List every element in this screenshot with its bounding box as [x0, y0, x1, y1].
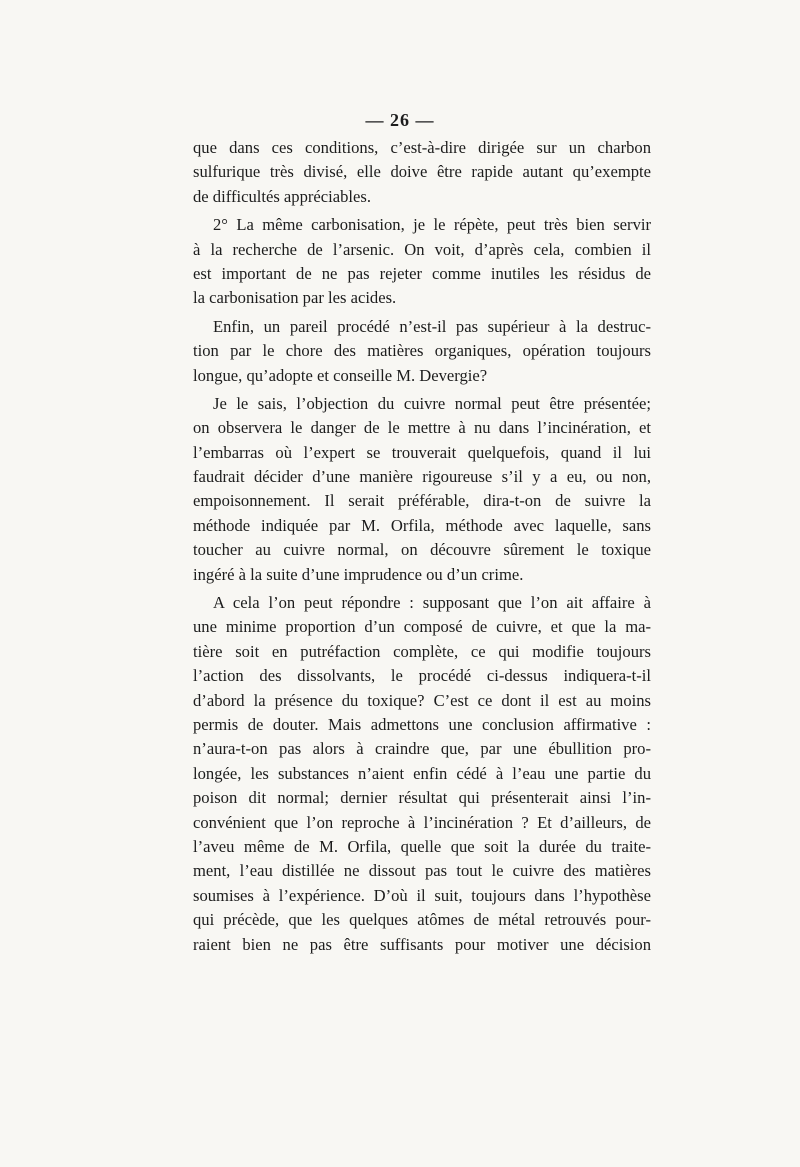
text-line: Je le sais, l’objection du cuivre normal peut être présentée; [213, 393, 651, 413]
text-line: d’abord la présence du toxique? C’est ce dont il est au moins [193, 690, 651, 710]
text-line: empoisonnement. Il serait préférable, dira-t-on de suivre la [193, 491, 651, 511]
text-line: n’aura-t-on pas alors à craindre que, par une ébullition pro- [193, 739, 651, 759]
text-body [193, 136, 651, 961]
text-line: longée, les substances n’aient enfin cédé à l’eau une partie du [193, 763, 651, 783]
paragraph-5 [193, 591, 651, 957]
text-line: A cela l’on peut répondre : supposant que l’on ait affaire à [213, 593, 651, 613]
page-number: — 26 — [365, 110, 435, 130]
text-line: Enfin, un pareil procédé n’est-il pas supérieur à la destruc- [213, 316, 651, 336]
text-line: poison dit normal; dernier résultat qui présenterait ainsi l’in- [193, 788, 651, 808]
paragraph-2 [193, 213, 651, 311]
paragraph-3 [193, 315, 651, 388]
text-line: 2° La même carbonisation, je le répète, peut très bien servir [213, 215, 651, 235]
text-line: soumises à l’expérience. D’où il suit, toujours dans l’hypothèse [193, 885, 651, 905]
text-line: qui précède, que les quelques atômes de métal retrouvés pour- [193, 910, 651, 930]
text-line: tière soit en putréfaction complète, ce qui modifie toujours [193, 641, 651, 661]
text-line: l’action des dissolvants, le procédé ci-dessus indiquera-t-il [193, 666, 651, 686]
text-line: raient bien ne pas être suffisants pour motiver une décision [193, 934, 651, 954]
text-line: sulfurique très divisé, elle doive être rapide autant qu’exempte [193, 162, 651, 182]
text-line: est important de ne pas rejeter comme inutiles les résidus de [193, 263, 651, 283]
text-line: ingéré à la suite d’une imprudence ou d’un crime. [193, 564, 524, 584]
text-line: tion par le chore des matières organiques, opération toujours [193, 341, 651, 361]
text-line: que dans ces conditions, c’est-à-dire dirigée sur un charbon [193, 138, 651, 157]
text-line: de difficultés appréciables. [193, 186, 372, 206]
text-line: une minime proportion d’un composé de cuivre, et que la ma- [193, 617, 651, 637]
paragraph-1 [193, 136, 651, 209]
text-line: la carbonisation par les acides. [193, 288, 397, 308]
text-line: faudrait décider d’une manière rigoureuse s’il y a eu, ou non, [193, 467, 651, 487]
text-line: ment, l’eau distillée ne dissout pas tout le cuivre des matières [193, 861, 651, 881]
text-line: toucher au cuivre normal, on découvre sûrement le toxique [193, 540, 651, 560]
text-line: longue, qu’adopte et conseille M. Devergie? [193, 365, 488, 385]
text-line: à la recherche de l’arsenic. On voit, d’après cela, combien il [193, 239, 651, 259]
text-line: permis de douter. Mais admettons une conclusion affirmative : [193, 714, 651, 734]
text-line: on observera le danger de le mettre à nu dans l’incinération, et [193, 418, 651, 438]
paragraph-4 [193, 392, 651, 587]
text-line: méthode indiquée par M. Orfila, méthode avec laquelle, sans [193, 515, 651, 535]
text-line: convénient que l’on reproche à l’incinération ? Et d’ailleurs, de [193, 812, 651, 832]
text-line: l’embarras où l’expert se trouverait quelquefois, quand il lui [193, 442, 651, 462]
text-line: l’aveu même de M. Orfila, quelle que soit la durée du traite- [193, 836, 651, 856]
